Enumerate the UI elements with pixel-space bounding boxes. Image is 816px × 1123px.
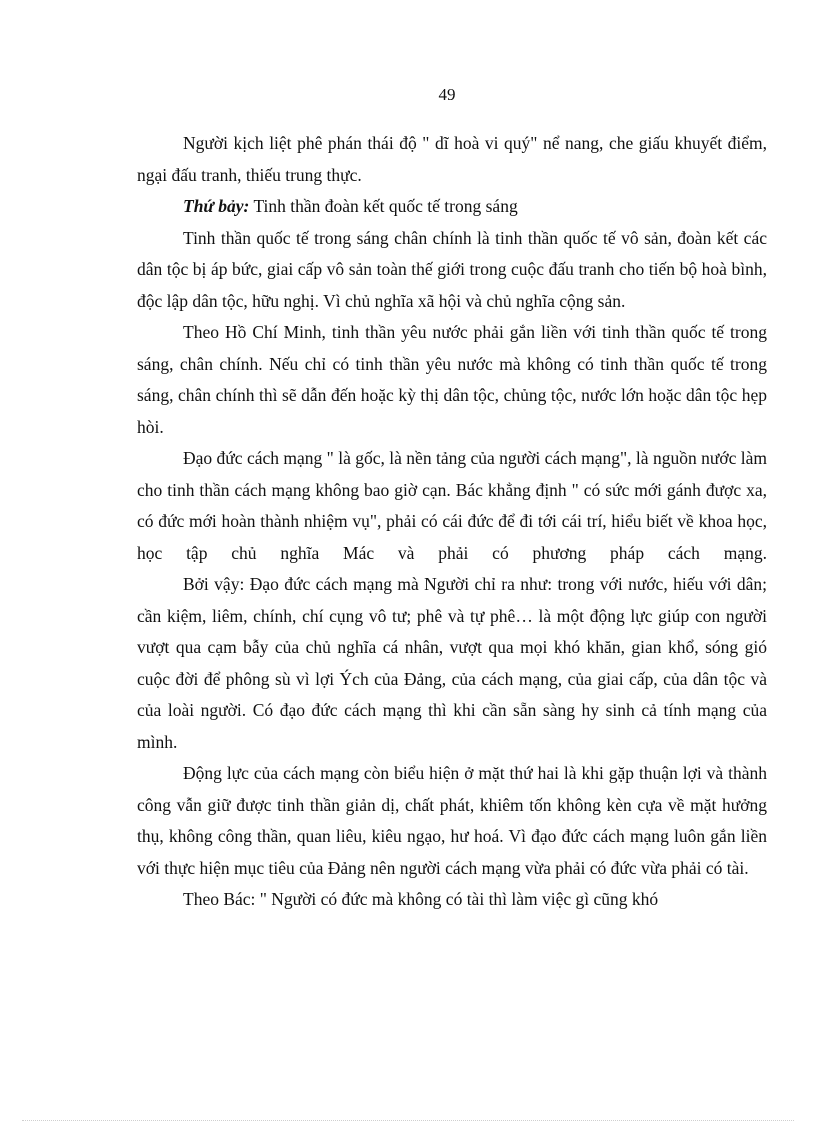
page-number: 49 <box>438 85 456 104</box>
paragraph-revolutionary-ethics: Đạo đức cách mạng " là gốc, là nền tảng của người cách mạng", là nguồn nước làm cho tinh thần cách mạng không bao giờ cạn. Bác khẳng định " có sức mới gánh được xa, có đức mới hoàn thành nhiệm vụ", phải có cái đức để đi tới cái trí, hiểu biết về khoa học, học tập chủ nghĩa Mác và phải có phương pháp cách mạng. <box>137 448 767 563</box>
paragraph-second-aspect: Động lực của cách mạng còn biểu hiện ở mặt thứ hai là khi gặp thuận lợi và thành công vẫn giữ được tinh thần giản dị, chất phát, khiêm tốn không kèn cựa về mặt hưởng thụ, không công thần, quan liêu, kiêu ngạo, hư hoá. Vì đạo đức cách mạng luôn gắn liền với thực hiện mục tiêu của Đảng nên người cách mạng vừa phải có đức vừa phải có tài. <box>137 763 767 878</box>
paragraph-motivation: Bởi vậy: Đạo đức cách mạng mà Người chỉ ra như: trong với nước, hiếu với dân; cần kiệm, liêm, chính, chí cụng vô tư; phê và tự phê… là một động lực giúp con người vượt qua cạm bẫy của chủ nghĩa cá nhân, vượt qua mọi khó khăn, gian khổ, sóng gió cuộc đời để phông sù vì lợi Ých của Đảng, của cách mạng, của giai cấp, của dân tộc và của loài người. Có đạo đức cách mạng thì khi cần sẵn sàng hy sinh cả tính mạng của mình. <box>137 574 767 752</box>
paragraph-patriotism: Theo Hồ Chí Minh, tinh thần yêu nước phải gắn liền với tinh thần quốc tế trong sáng, chân chính. Nếu chỉ có tinh thần yêu nước mà không có tinh thần quốc tế trong sáng, chân chính thì sẽ dẫn đến hoặc kỳ thị dân tộc, chủng tộc, nước lớn hoặc dân tộc hẹp hòi. <box>137 322 767 437</box>
paragraph-internationalism: Tinh thần quốc tế trong sáng chân chính là tinh thần quốc tế vô sản, đoàn kết các dân tộc bị áp bức, giai cấp vô sản toàn thế giới trong cuộc đấu tranh cho tiến bộ hoà bình, độc lập dân tộc, hữu nghị. Vì chủ nghĩa xã hội và chủ nghĩa cộng sản. <box>137 227 767 311</box>
section-heading-text: Tinh thần đoàn kết quốc tế trong sáng <box>249 196 518 216</box>
paragraph-seventh-heading <box>137 191 767 223</box>
paragraph-criticism: Người kịch liệt phê phán thái độ " dĩ hoà vi quý" nể nang, che giấu khuyết điểm, ngại đấu tranh, thiếu trung thực. <box>137 133 767 185</box>
page-bottom-divider <box>22 1120 794 1121</box>
paragraph-uncle-ho-quote: Theo Bác: " Người có đức mà không có tài thì làm việc gì cũng khó <box>183 889 659 909</box>
document-body <box>137 128 767 916</box>
section-label: Thứ bảy: <box>183 196 250 216</box>
